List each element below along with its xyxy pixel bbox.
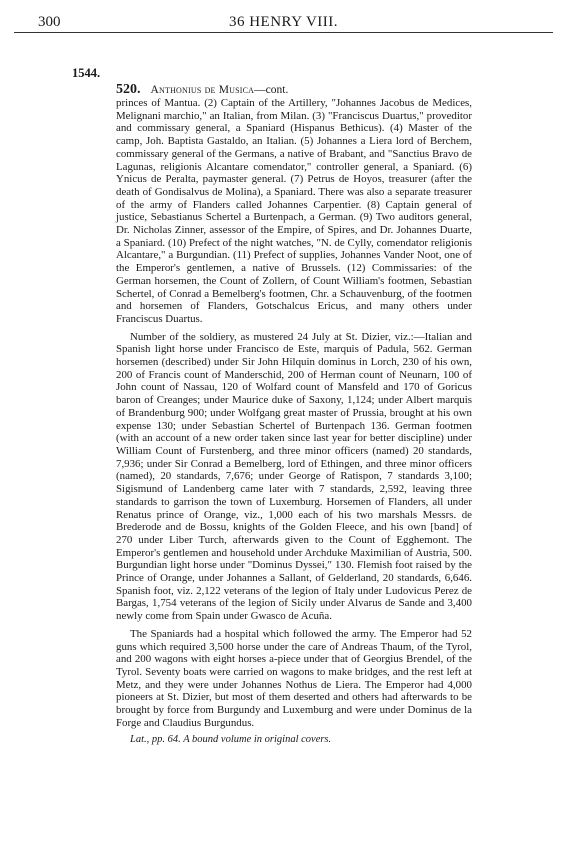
entry-heading — [116, 82, 288, 98]
page-header — [14, 10, 553, 33]
entry-number: 520. — [116, 82, 141, 97]
running-head: 36 HENRY VIII. — [228, 14, 339, 30]
entry-body — [116, 97, 472, 747]
source-note: Lat., pp. 64. A bound volume in original covers. — [130, 734, 332, 746]
page-number: 300 — [38, 14, 61, 30]
year-marker: 1544. — [72, 66, 101, 80]
paragraph-hospital: The Spaniards had a hospital which followed the army. The Emperor had 52 guns which required 3,500 horse under the care of Andreas Thaum, of the Tyrol, and 200 wagons with eight horses a-piece under that of Georgius Brendel, of the Tyrol. Seventy boats were carried on wagons to make bridges, and the rest left at Metz, and they were under Johannes Nothus de Liera. The Emperor had 4,000 pioneers at St. Dizier, but most of them deserted and others had afterwards to be brought by force from Burgundy and Luxemburg and were under Dominus de la Forge and Claudius Burgundus. — [116, 627, 472, 729]
entry-suffix: —cont. — [254, 84, 289, 96]
paragraph-soldiery: Number of the soldiery, as mustered 24 July at St. Dizier, viz.:—Italian and Spanish light horse under Francisco de Este, marquis of Padula, 562. German horsemen (described) under Sir John Hilquin dominus in Lorch, 230 of his own, 200 of Francis count of Manderschid, 200 of Herman count of Neunarn, 100 of John count of Nassau, 120 of Wolfard count of Mansfeld and 170 of Goricus baron of Creanges; under Maurice duke of Saxony, 1,124; under Albert marquis of Brandenburg 900; under Wolfgang great master of Prussia, brought at his own expense 130; under Sebastian Schertel of Burtenpach 136. German footmen (with an account of a new order taken since last year for better discipline) under William Count of Furstenberg, and three minor officers (named) 20 standards, 7,936; under Sir Conrad a Bemelberg, lord of Ethingen, and three minor officers (named), 20 standards, 7,676; under George of Ratispon, 7 standards 3,100; Sigismund of Landenberg came later with 7 standards, 2,592, leaving three standards to garrison the town of Luxemburg. Horsemen of Flanders, all under Renatus prince of Orange, viz., 1,000 each of his two marshals Messrs. de Brederode and de Bossu, knights of the Golden Fleece, and his own [band] of 270 under Liber Turch, afterwards given to the Count of Egghemont. The Emperor's gentlemen and household under Archduke Maximilian of Austria, 500. Burgundian light horse under "Dominus Dyssei," 130. Flemish foot raised by the Prince of Orange, under Johannes a Sallant, of Gelderland, 20 standards, 6,646. Spanish foot, viz. 2,122 veterans of the legion of Italy under Ludovicus Perez de Bargas, 1,754 veterans of the legion of Sicily under Alvarus de Sande and 3,400 newly come from Spain under Gwasco de Acuña. — [116, 330, 472, 623]
entry-name: Anthonius de Musica — [150, 84, 255, 96]
paragraph-officers: princes of Mantua. (2) Captain of the Artillery, "Johannes Jacobus de Medices, Melignani marchio," an Italian, from Milan. (3) "Franciscus Duartus," proveditor and commissary general, a Spaniard (Hispanus Bethicus). (4) Master of the camp, Joh. Baptista Gastaldo, an Italian. (5) Johannes a Liera lord of Berchem, commissary general of the Germans, a native of Brabant, and "Sanctius Bravo de Lagunas, religionis Alcantare comendator," controller general, a Spaniard. (6) Ynicus de Peralta, paymaster general. (7) Petrus de Hoyos, treasurer (after the death of Gondisalvus de Molina), a Spaniard. There was also a separate treasurer of the army of Flanders called Johannes Carpentier. (8) Captain general of justice, Sebastianus Schertel a Burtenpach, a German. (9) Two auditors general, Dr. Nicholas Zinner, assessor of the Empire, of Spires, and Dr. Johannes Duarte, a Spaniard. (10) Prefect of the night watches, "N. de Cylly, comendator religionis Alcantare," a Burgundian. (11) Prefect of supplies, Johannes Vander Noot, one of the Emperor's gentlemen, a native of Brussels. (12) Commissaries: of the German horsemen, the Count of Zollern, of Count William's footmen, Sebastian Schertel, of Conrad a Bemelberg's footmen, Chr. a Schauvenburg, of the footmen and horsemen of Flanders, Gotschalcus Ericus, and many others under Franciscus Duartus. — [116, 97, 472, 325]
